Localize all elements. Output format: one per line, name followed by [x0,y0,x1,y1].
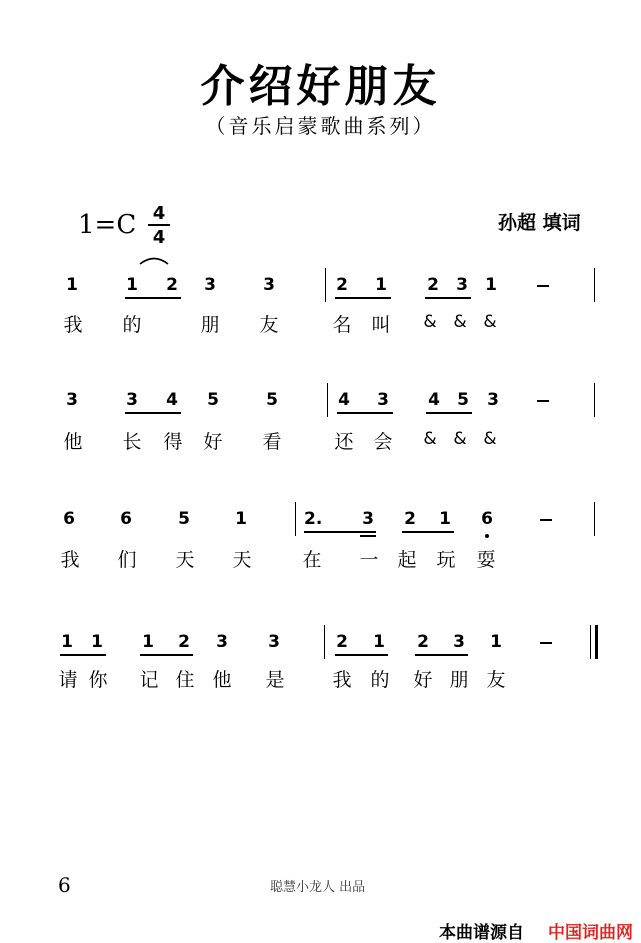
lyric: 还 [334,431,354,453]
note: 1 [61,632,73,652]
note: 1 [91,632,103,652]
bar-line [594,502,595,536]
ampersand: & [483,312,497,332]
sustain-dash [540,519,552,521]
final-bar-line-thin [590,625,591,659]
bar-line [325,268,326,302]
meter-line [148,224,170,226]
note: 6 [481,509,493,529]
beam [125,297,181,299]
bar-line [327,383,328,417]
note: 1 [375,275,387,295]
lyric: 友 [259,314,279,336]
lyric: 看 [262,431,282,453]
lyric: 请 [58,669,78,691]
note: 5 [457,390,469,410]
beam [360,535,376,537]
lyric: 我 [60,549,80,571]
lyric: 友 [486,669,506,691]
lyric: 天 [175,549,195,571]
beam [415,654,468,656]
ampersand: & [483,429,497,449]
note: 1 [485,275,497,295]
note: 1 [235,509,247,529]
lyric: 得 [163,431,183,453]
note: 2 [166,275,178,295]
note: 2 [417,632,429,652]
lyric: 们 [117,549,137,571]
lyric: 会 [373,431,393,453]
lyric: 好 [203,431,223,453]
bar-line [594,268,595,302]
lyric: 耍 [476,549,496,571]
lyric: 天 [232,549,252,571]
note: 1 [142,632,154,652]
note: 1 [439,509,451,529]
beam [337,412,393,414]
note: 3 [456,275,468,295]
lyric: 的 [370,669,390,691]
song-title: 介绍好朋友 [200,61,441,112]
note: 3 [268,632,280,652]
song-subtitle: （音乐启蒙歌曲系列） [205,114,436,138]
note: 3 [66,390,78,410]
lyric: 一 [359,549,379,571]
note: 5 [266,390,278,410]
lyric: 的 [122,314,142,336]
final-bar-line-thick [595,625,598,659]
note: 1 [373,632,385,652]
ampersand: & [423,312,437,332]
ampersand: & [423,429,437,449]
key-signature: 1=C [78,210,137,240]
beam [425,297,471,299]
time-signature [148,204,170,247]
page-number: 6 [58,873,71,897]
lyric: 我 [332,669,352,691]
meter-top: 4 [152,203,166,224]
source-label: 本曲谱源自 [439,923,524,943]
note: 1 [66,275,78,295]
beam [60,654,106,656]
note: 3 [487,390,499,410]
lyric: 记 [139,669,159,691]
note: 3 [377,390,389,410]
note: 3 [362,509,374,529]
lyric: 玩 [436,549,456,571]
note: 5 [178,509,190,529]
lyric: 好 [413,669,433,691]
note: 4 [428,390,440,410]
note: 3 [263,275,275,295]
lyric: 叫 [371,314,391,336]
ampersand: & [453,312,467,332]
beam [426,412,472,414]
note: 3 [204,275,216,295]
sustain-dash [537,285,549,287]
lyric: 名 [332,314,352,336]
source-site-link[interactable]: 中国词曲网 [548,923,633,943]
beam [335,297,391,299]
note: 2 [404,509,416,529]
lyric: 是 [265,669,285,691]
bar-line [295,502,296,536]
lyric: 朋 [200,314,220,336]
bar-line [324,625,325,659]
lyric: 朋 [449,669,469,691]
note: 3 [216,632,228,652]
note: 4 [166,390,178,410]
ampersand: & [453,429,467,449]
note: 5 [207,390,219,410]
note: 6 [63,509,75,529]
bar-line [594,383,595,417]
lyric: 我 [63,314,83,336]
low-octave-dot [485,534,489,538]
note: 6 [120,509,132,529]
lyric: 你 [88,669,108,691]
note: 2 [336,275,348,295]
beam [335,654,388,656]
lyric: 起 [397,549,417,571]
lyric: 他 [212,669,232,691]
note: 2. [304,509,323,529]
sustain-dash [537,400,549,402]
note: 2 [427,275,439,295]
note: 1 [490,632,502,652]
sustain-dash [540,642,552,644]
note: 1 [126,275,138,295]
beam [125,412,181,414]
slur-mark [138,255,170,265]
publisher-credit: 聪慧小龙人 出品 [270,880,366,895]
beam [402,531,454,533]
beam [140,654,193,656]
note: 2 [178,632,190,652]
meter-bottom: 4 [152,227,166,248]
lyric: 长 [122,431,142,453]
note: 4 [338,390,350,410]
note: 3 [126,390,138,410]
lyric: 他 [63,431,83,453]
note: 3 [453,632,465,652]
lyric: 在 [302,549,322,571]
lyric: 住 [175,669,195,691]
note: 2 [336,632,348,652]
lyricist-credit: 孙超 填词 [498,212,581,234]
beam [304,531,376,533]
